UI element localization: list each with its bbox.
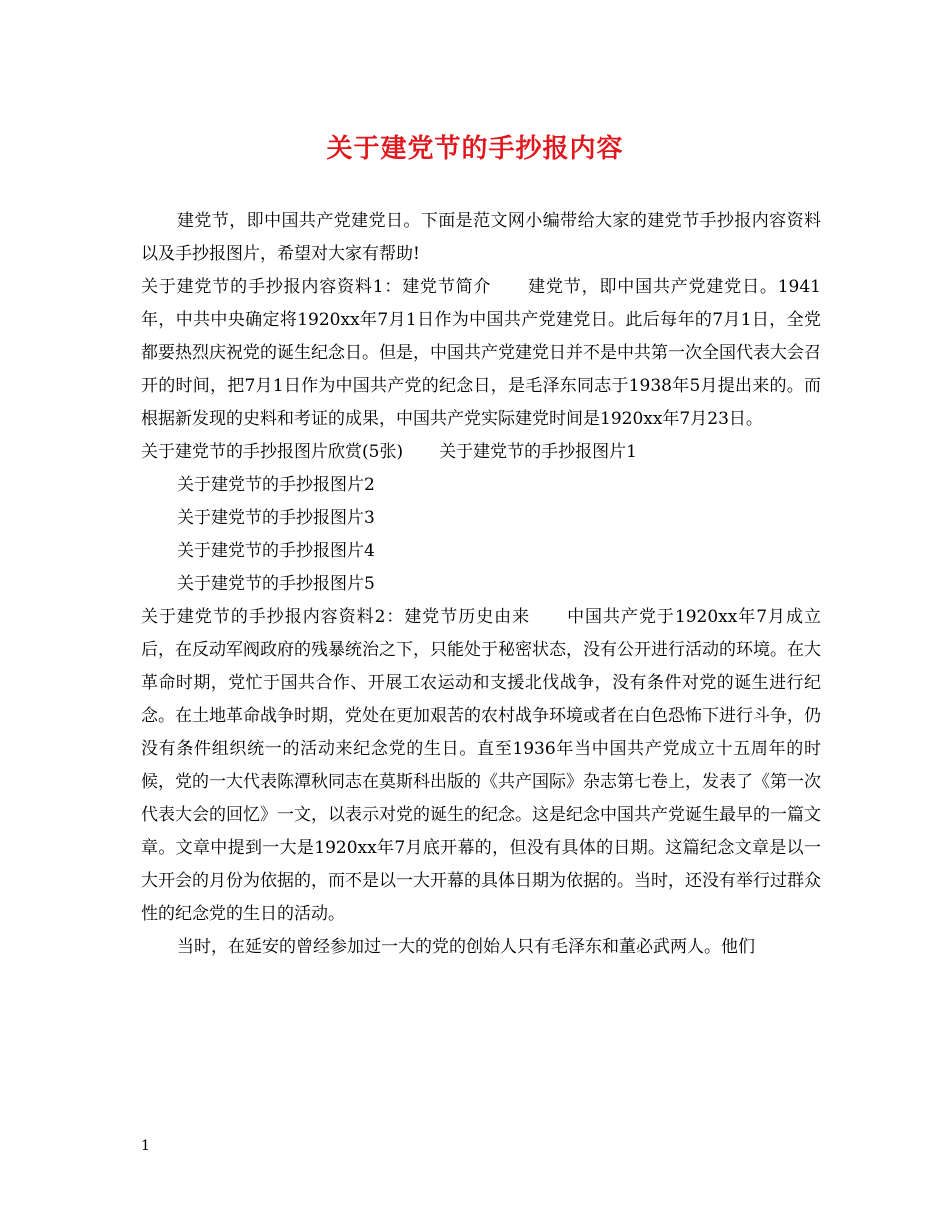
section2-text: 中国共产党于1920xx年7月成立后，在反动军阀政府的残暴统治之下，只能处于秘密状态，没有公开进行活动的环境。在大革命时期，党忙于国共合作、开展工农运动和支援北伐战争，没有条件对党的诞生进行纪念。在土地革命战争时期，党处在更加艰苦的农村战争环境或者在白色恐怖下进行斗争，仍没有条件组织统一的活动来纪念党的生日。直至1936年当中国共产党成立十五周年的时候，党的一大代表陈潭秋同志在莫斯科出版的《共产国际》杂志第七卷上，发表了《第一次代表大会的回忆》一文，以表示对党的诞生的纪念。这是纪念中国共产党诞生最早的一篇文章。文章中提到一大是1920xx年7月底开幕的，但没有具体的日期。这篇纪念文章是以一大开会的月份为依据的，而不是以一大开幕的具体日期为依据的。当时，还没有举行过群众性的纪念党的生日的活动。: [141, 607, 821, 924]
intro-paragraph: 建党节，即中国共产党建党日。下面是范文网小编带给大家的建党节手抄报内容资料以及手抄报图片，希望对大家有帮助!: [141, 211, 821, 264]
document-body: [141, 205, 821, 964]
gallery-image-caption: 关于建党节的手抄报图片4: [177, 541, 375, 561]
section1-heading: 关于建党节的手抄报内容资料1：建党节简介: [141, 277, 492, 297]
gallery-image-caption: 关于建党节的手抄报图片1: [439, 442, 637, 462]
last-paragraph: 当时，在延安的曾经参加过一大的党的创始人只有毛泽东和董必武两人。他们: [177, 937, 755, 957]
document-title: 关于建党节的手抄报内容: [326, 134, 624, 164]
gallery-heading: 关于建党节的手抄报图片欣赏(5张): [141, 442, 404, 462]
gallery-paragraph: [141, 436, 821, 469]
section2-heading: 关于建党节的手抄报内容资料2：建党节历史由来: [141, 607, 531, 627]
gallery-image-caption: 关于建党节的手抄报图片3: [177, 508, 375, 528]
section1-paragraph: [141, 271, 821, 436]
section1-text: 建党节，即中国共产党建党日。1941年，中共中央确定将1920xx年7月1日作为中国共产党建党日。此后每年的7月1日，全党都要热烈庆祝党的诞生纪念日。但是，中国共产党建党日并不是中共第一次全国代表大会召开的时间，把7月1日作为中国共产党的纪念日，是毛泽东同志于1938年5月提出来的。而根据新发现的史料和考证的成果，中国共产党实际建党时间是1920xx年7月23日。: [141, 277, 821, 429]
page-number: 1: [141, 1138, 150, 1154]
gallery-image-caption: 关于建党节的手抄报图片5: [177, 574, 375, 594]
section2-paragraph: [141, 601, 821, 931]
gallery-image-caption: 关于建党节的手抄报图片2: [177, 475, 375, 495]
